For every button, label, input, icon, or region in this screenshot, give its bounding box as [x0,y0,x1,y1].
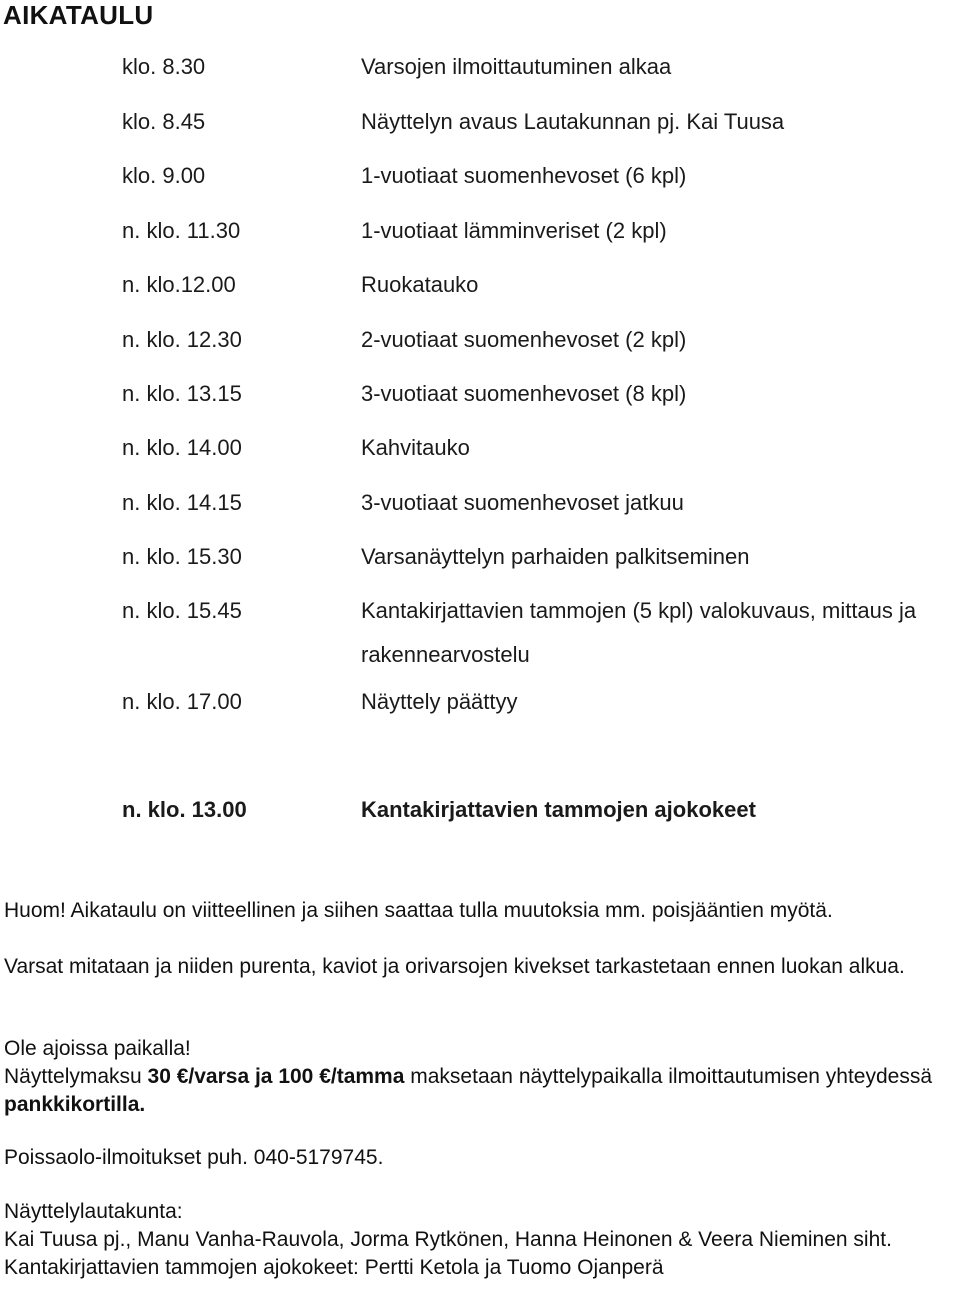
notice-varsat: Varsat mitataan ja niiden purenta, kaviot ja orivarsojen kivekset tarkastetaan ennen luokan alkua. [4,955,905,978]
schedule-description: Varsanäyttelyn parhaiden palkitseminen [361,544,750,569]
notice-fee [4,1063,956,1119]
notice-poissaolo: Poissaolo-ilmoitukset puh. 040-5179745. [4,1146,384,1169]
fee-payment-method: pankkikortilla. [4,1093,146,1116]
notes-section [4,1035,956,1119]
schedule-time: n. klo. 15.45 [122,598,242,623]
schedule-description: Näyttelyn avaus Lautakunnan pj. Kai Tuusa [361,109,785,134]
schedule-time: klo. 9.00 [122,163,206,188]
notice-ajoissa: Ole ajoissa paikalla! [4,1037,191,1060]
schedule-description: Kantakirjattavien tammojen (5 kpl) valokuvaus, mittaus ja rakennearvostelu [361,598,917,667]
schedule-description: Kahvitauko [361,435,470,460]
schedule-description: Näyttely päättyy [361,689,518,714]
schedule-description: 3-vuotiaat suomenhevoset (8 kpl) [361,381,687,406]
notes-section [4,1144,956,1172]
fee-amounts: 30 €/varsa ja 100 €/tamma [147,1065,405,1088]
notes-section [4,953,956,981]
schedule-time: n. klo.12.00 [122,272,236,297]
schedule-description: 1-vuotiaat suomenhevoset (6 kpl) [361,163,687,188]
special-time: n. klo. 13.00 [122,797,247,822]
schedule-time: klo. 8.45 [122,109,206,134]
special-description: Kantakirjattavien tammojen ajokokeet [361,797,756,822]
schedule-time: n. klo. 12.30 [122,327,242,352]
schedule-description: Varsojen ilmoittautuminen alkaa [361,54,672,79]
committee-heading: Näyttelylautakunta: [4,1200,183,1223]
schedule-description: Ruokatauko [361,272,479,297]
notes-section [4,897,956,925]
schedule-time: n. klo. 13.15 [122,381,242,406]
fee-middle: maksetaan näyttelypaikalla ilmoittautumisen yhteydessä [404,1065,933,1088]
committee-members: Kai Tuusa pj., Manu Vanha-Rauvola, Jorma Rytkönen, Hanna Heinonen & Veera Nieminen siht. [4,1228,892,1251]
schedule-time: n. klo. 11.30 [122,218,241,243]
notes-section [4,1198,956,1282]
schedule-description: 3-vuotiaat suomenhevoset jatkuu [361,490,684,515]
schedule-time: n. klo. 17.00 [122,689,242,714]
schedule-time: n. klo. 15.30 [122,544,242,569]
schedule-description: 2-vuotiaat suomenhevoset (2 kpl) [361,327,687,352]
schedule-time: n. klo. 14.00 [122,435,242,460]
schedule-time: klo. 8.30 [122,54,206,79]
driving-test-judges: Kantakirjattavien tammojen ajokokeet: Pertti Ketola ja Tuomo Ojanperä [4,1256,664,1279]
notice-huom: Huom! Aikataulu on viitteellinen ja siihen saattaa tulla muutoksia mm. poisjääntien myötä. [4,899,833,922]
schedule-time: n. klo. 14.15 [122,490,242,515]
schedule-description: 1-vuotiaat lämminveriset (2 kpl) [361,218,667,243]
fee-prefix: Näyttelymaksu [4,1065,148,1088]
page-title: AIKATAULU [3,0,154,30]
